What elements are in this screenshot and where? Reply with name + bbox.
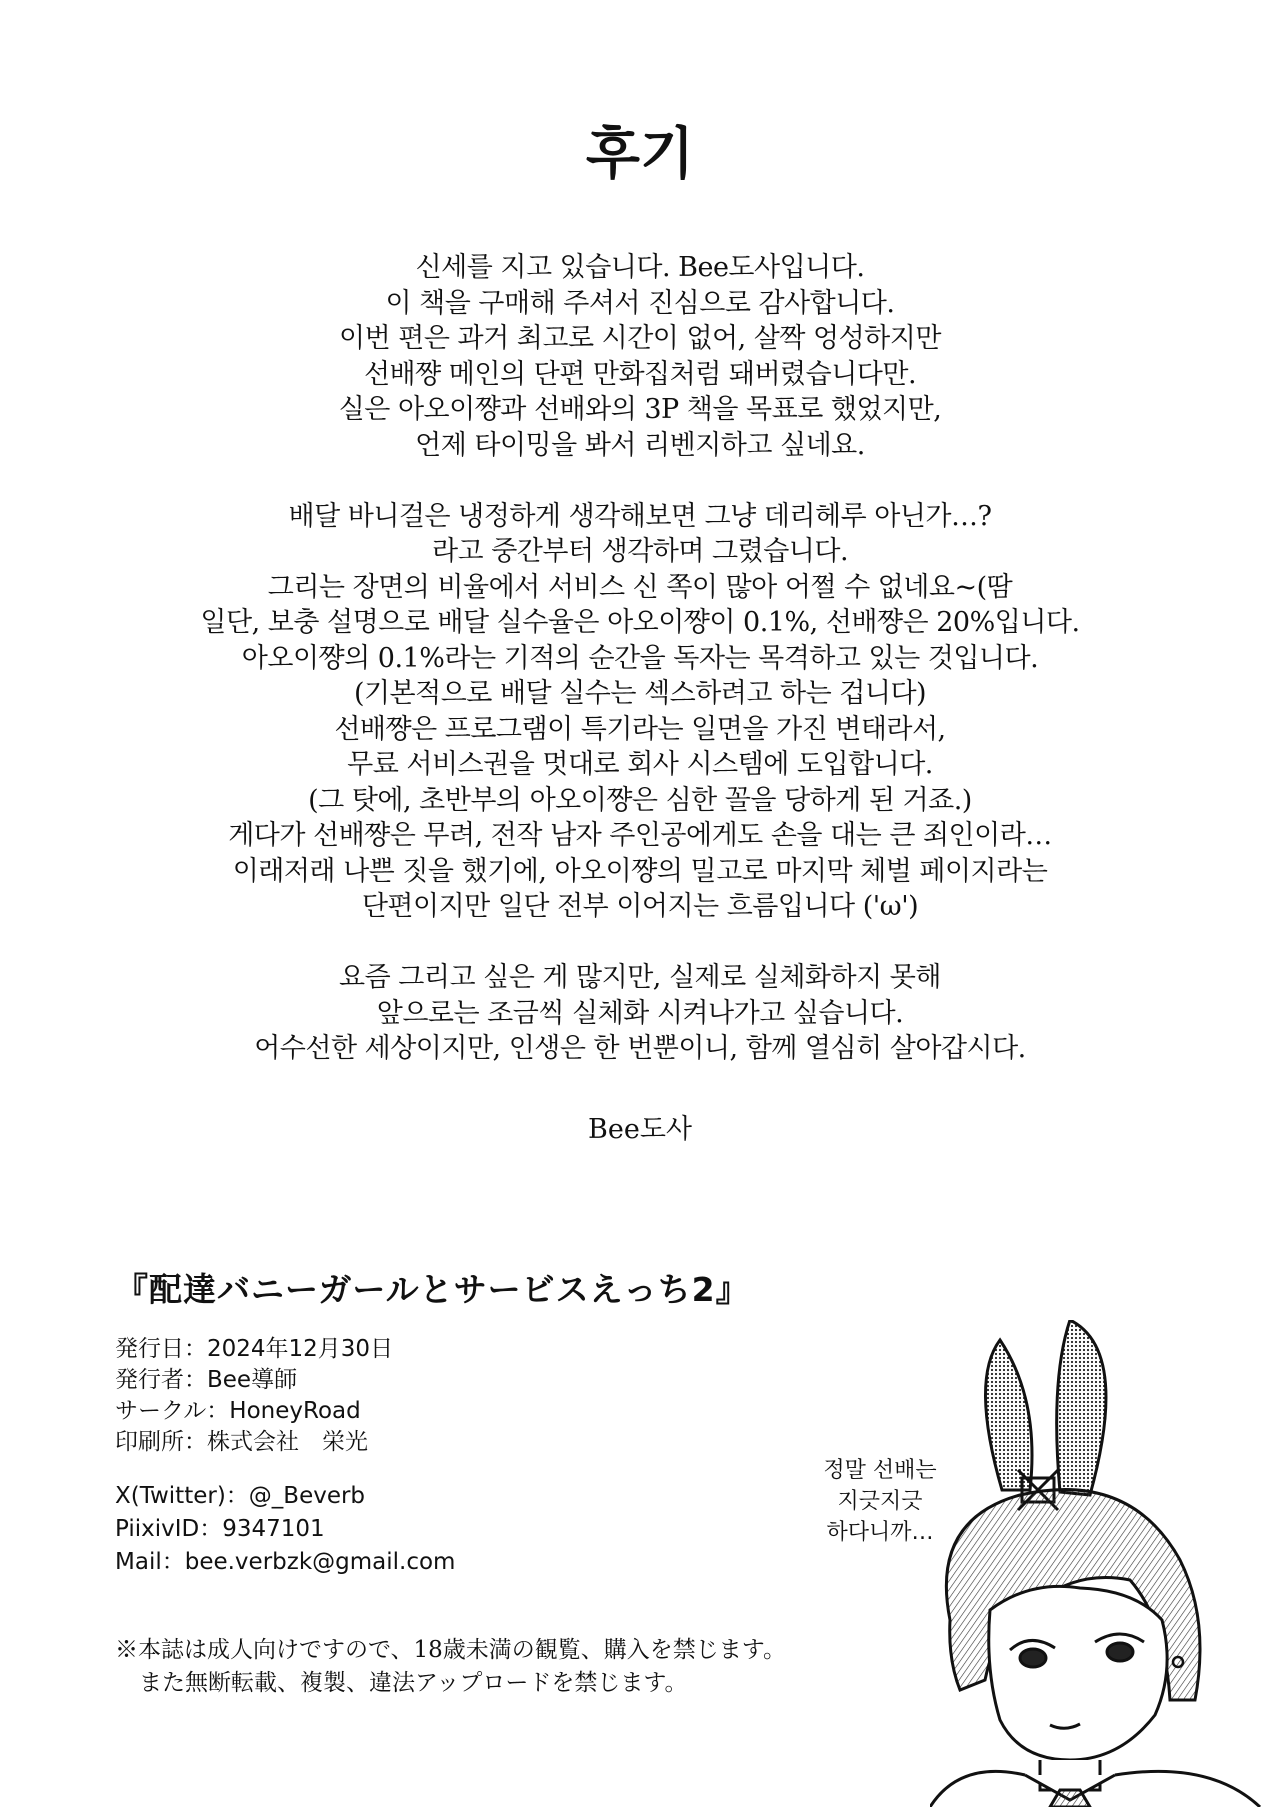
afterword-line: 단편이지만 일단 전부 이어지는 흐름입니다 ('ω') bbox=[361, 891, 919, 922]
speech-line: 하다니까… bbox=[826, 1520, 934, 1545]
afterword-paragraph-2 bbox=[160, 499, 1120, 925]
pixiv-id: PiixivID：9347101 bbox=[115, 1516, 325, 1542]
afterword-line: 일단, 보충 설명으로 배달 실수율은 아오이쨩이 0.1%, 선배쨩은 20%입니다. bbox=[200, 607, 1080, 638]
afterword-line: 요즘 그리고 싶은 게 많지만, 실제로 실체화하지 못해 bbox=[339, 962, 941, 993]
afterword-line: 언제 타이밍을 봐서 리벤지하고 싶네요. bbox=[415, 429, 865, 461]
face bbox=[989, 1586, 1167, 1760]
afterword-line: 앞으로는 조금씩 실체화 시켜나가고 싶습니다. bbox=[376, 997, 904, 1029]
page-heading: 후기 bbox=[585, 122, 695, 187]
publisher: 発行者：Bee導師 bbox=[115, 1367, 298, 1393]
afterword-line: 라고 중간부터 생각하며 그렸습니다. bbox=[431, 536, 849, 567]
notice-line-2: また無断転載、複製、違法アップロードを禁じます。 bbox=[139, 1670, 688, 1696]
afterword-line: 배달 바니걸은 냉정하게 생각해보면 그냥 데리헤루 아닌가…? bbox=[288, 500, 992, 532]
afterword-line: 게다가 선배쨩은 무려, 전작 남자 주인공에게도 손을 대는 큰 죄인이라… bbox=[228, 820, 1052, 851]
book-title: 『配達バニーガールとサービスえっち2』 bbox=[115, 1270, 750, 1309]
age-restriction-notice bbox=[115, 1634, 835, 1700]
afterword-line: 무료 서비스권을 멋대로 회사 시스템에 도입합니다. bbox=[347, 749, 933, 780]
printer: 印刷所：株式会社 栄光 bbox=[115, 1429, 368, 1455]
afterword-text bbox=[160, 250, 1120, 1102]
notice-line-1: ※本誌は成人向けですので、18歳未満の観覧、購入を禁じます。 bbox=[115, 1637, 786, 1663]
publication-info bbox=[115, 1334, 835, 1458]
afterword-paragraph-1 bbox=[160, 250, 1120, 463]
afterword-line: 이래저래 나쁜 짓을 했기에, 아오이쨩의 밀고로 마지막 체벌 페이지라는 bbox=[232, 855, 1048, 887]
afterword-line: 선배쨩은 프로그램이 특기라는 일면을 가진 변태라서, bbox=[334, 713, 946, 745]
afterword-line: 선배쨩 메인의 단편 만화집처럼 돼버렸습니다만. bbox=[363, 358, 917, 390]
afterword-line: 실은 아오이쨩과 선배와의 3P 책을 목표로 했었지만, bbox=[338, 394, 942, 425]
collar-and-tie bbox=[1025, 1760, 1115, 1807]
mail-address: Mail：bee.verbzk@gmail.com bbox=[115, 1549, 456, 1575]
author-signature: Bee도사 bbox=[588, 1114, 692, 1145]
afterword-line: 신세를 지고 있습니다. Bee도사입니다. bbox=[415, 252, 865, 283]
twitter-handle: X(Twitter)：@_Beverb bbox=[115, 1483, 366, 1509]
colophon bbox=[115, 1268, 835, 1579]
afterword-line: (기본적으로 배달 실수는 섹스하려고 하는 겁니다) bbox=[353, 678, 927, 709]
afterword-line: 이 책을 구매해 주셔서 진심으로 감사합니다. bbox=[385, 287, 895, 319]
afterword-paragraph-3 bbox=[160, 960, 1120, 1067]
bunny-girl-illustration bbox=[930, 1320, 1280, 1807]
contact-info bbox=[115, 1480, 835, 1579]
publish-date: 発行日：2024年12月30日 bbox=[115, 1336, 394, 1362]
afterword-line: 이번 편은 과거 최고로 시간이 없어, 살짝 엉성하지만 bbox=[339, 323, 941, 354]
afterword-line: 아오이쨩의 0.1%라는 기적의 순간을 독자는 목격하고 있는 것입니다. bbox=[241, 642, 1039, 674]
afterword-line: 어수선한 세상이지만, 인생은 한 번뿐이니, 함께 열심히 살아갑시다. bbox=[254, 1033, 1026, 1064]
speech-line: 정말 선배는 bbox=[823, 1458, 937, 1483]
afterword-line: 그리는 장면의 비율에서 서비스 신 쪽이 많아 어쩔 수 없네요~(땀 bbox=[267, 571, 1013, 603]
bunny-ears bbox=[985, 1320, 1106, 1495]
circle: サークル：HoneyRoad bbox=[115, 1398, 361, 1424]
afterword-line: (그 탓에, 초반부의 아오이쨩은 심한 꼴을 당하게 된 거죠.) bbox=[308, 784, 972, 816]
speech-line: 지긋지긋 bbox=[837, 1489, 923, 1514]
